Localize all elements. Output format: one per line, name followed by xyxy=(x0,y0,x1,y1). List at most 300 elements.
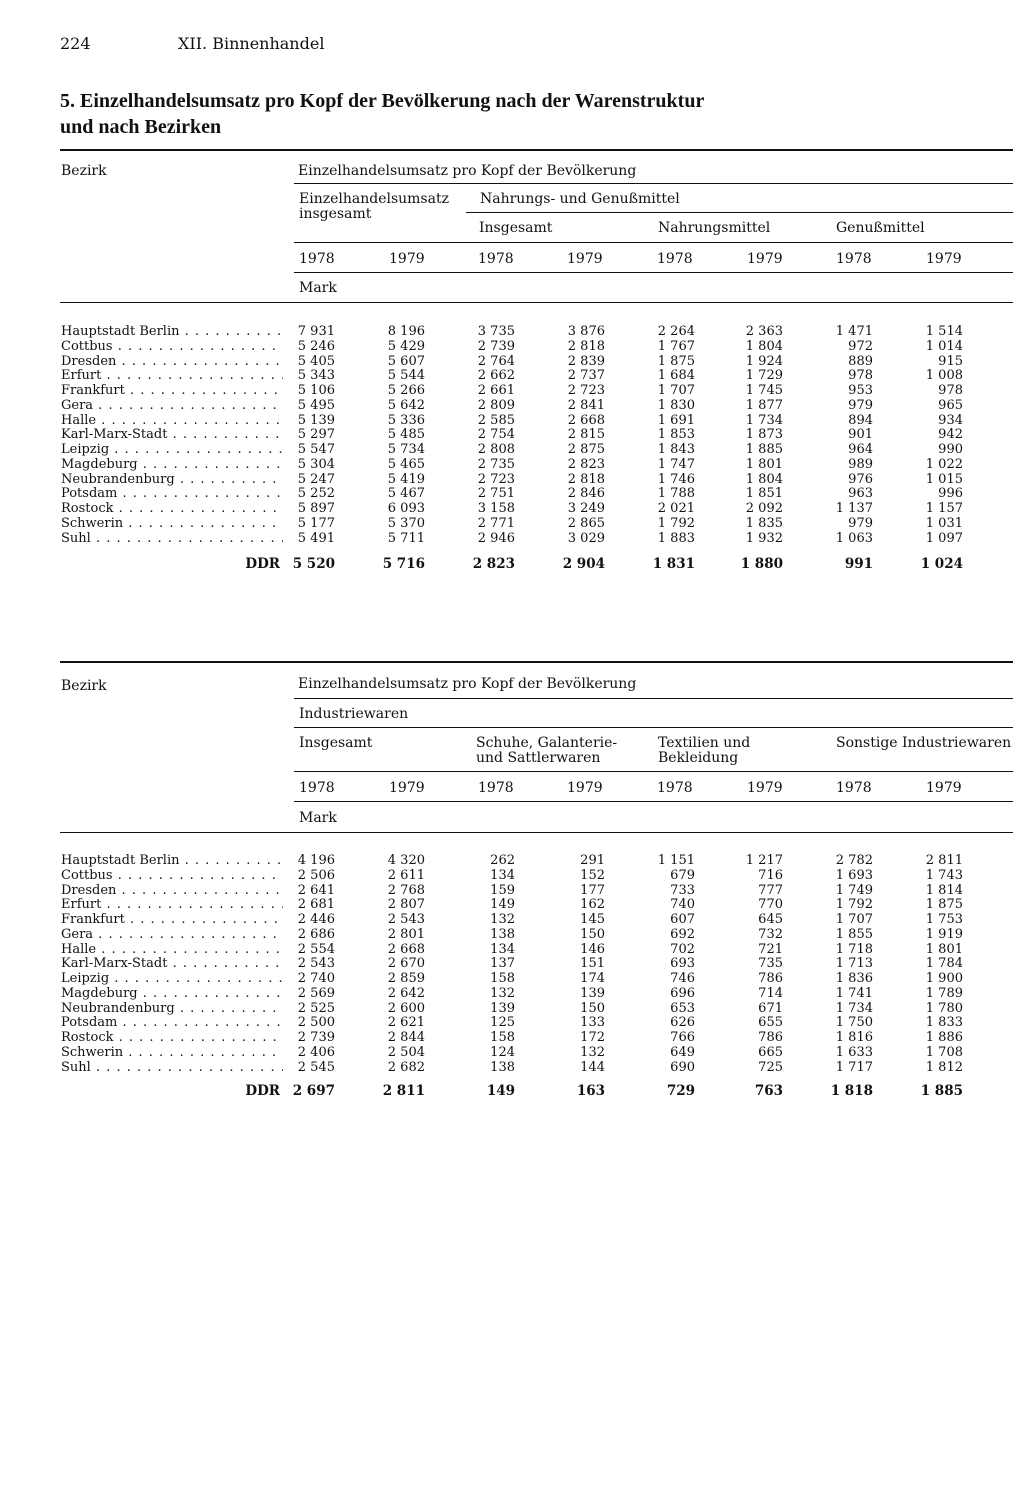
table-cell: 1 157 xyxy=(925,501,963,516)
table-cell: 177 xyxy=(580,882,605,898)
table-row xyxy=(0,853,1024,868)
table-cell: 740 xyxy=(670,897,695,913)
table1-year: 1979 xyxy=(747,251,783,267)
table-cell: 786 xyxy=(758,971,783,986)
bezirk-name: Neubrandenburg . . . xyxy=(61,472,283,487)
table-cell: 5 467 xyxy=(387,486,425,502)
table-cell: 1 713 xyxy=(835,956,873,972)
table-cell: 2 771 xyxy=(477,515,515,531)
table-cell: 1 784 xyxy=(925,956,963,972)
table-row xyxy=(0,956,1024,971)
table-cell: 151 xyxy=(580,956,605,972)
table-cell: 1 875 xyxy=(925,897,963,913)
table2-unit: Mark xyxy=(299,810,337,826)
table-row xyxy=(0,1001,1024,1016)
table1-rule-group xyxy=(466,212,1013,213)
bezirk-name: Karl-Marx-Stadt . . . xyxy=(61,427,283,442)
total-cell: 149 xyxy=(486,1083,515,1099)
table-cell: 733 xyxy=(670,882,695,898)
table-cell: 2 807 xyxy=(387,897,425,913)
table2-sub-shoes-2: und Sattlerwaren xyxy=(476,750,601,766)
table-row xyxy=(0,531,1024,546)
table-cell: 996 xyxy=(938,486,963,502)
table-cell: 963 xyxy=(848,486,873,502)
table-row xyxy=(0,442,1024,457)
table-cell: 5 106 xyxy=(297,383,335,398)
table-cell: 2 839 xyxy=(567,353,605,369)
table-cell: 894 xyxy=(848,412,873,428)
table-cell: 1 741 xyxy=(835,985,873,1001)
table1-rule-sub xyxy=(294,242,1013,243)
table1-year: 1978 xyxy=(836,251,872,267)
table-row xyxy=(0,383,1024,398)
bezirk-name: Gera . . . xyxy=(61,398,283,413)
table-cell: 1 780 xyxy=(925,1000,963,1016)
table-cell: 5 139 xyxy=(297,412,335,428)
table1-group-total-2: insgesamt xyxy=(299,206,372,222)
table-cell: 2 768 xyxy=(387,882,425,898)
table-cell: 5 252 xyxy=(297,486,335,502)
table-cell: 2 740 xyxy=(297,971,335,986)
total-cell: 1 831 xyxy=(652,556,695,572)
total-cell: 2 823 xyxy=(472,556,515,572)
table-cell: 901 xyxy=(848,427,873,443)
title-line-1: 5. Einzelhandelsumsatz pro Kopf der Bevölkerung nach der Warenstruktur xyxy=(60,90,705,112)
table2-year: 1978 xyxy=(478,780,514,796)
table-cell: 786 xyxy=(758,1030,783,1045)
table-cell: 645 xyxy=(758,912,783,927)
total-cell: 1 880 xyxy=(740,556,783,572)
table-cell: 1 789 xyxy=(925,985,963,1001)
table-cell: 716 xyxy=(758,867,783,883)
table-cell: 1 886 xyxy=(925,1030,963,1045)
bezirk-name: Suhl . . . xyxy=(61,1060,283,1075)
table-cell: 2 782 xyxy=(835,853,873,868)
table-cell: 1 853 xyxy=(657,427,695,443)
table-cell: 2 818 xyxy=(567,338,605,354)
table-cell: 1 097 xyxy=(925,530,963,546)
table-cell: 1 008 xyxy=(925,368,963,384)
table-cell: 2 363 xyxy=(745,324,783,339)
table-cell: 124 xyxy=(490,1044,515,1060)
table-cell: 2 737 xyxy=(567,368,605,384)
table-cell: 5 177 xyxy=(297,515,335,531)
table-cell: 1 814 xyxy=(925,882,963,898)
table-cell: 2 600 xyxy=(387,1000,425,1016)
table-cell: 2 662 xyxy=(477,368,515,384)
table2-sub-insgesamt: Insgesamt xyxy=(299,735,373,751)
table-cell: 1 691 xyxy=(657,412,695,428)
table-cell: 2 764 xyxy=(477,353,515,369)
table-cell: 2 543 xyxy=(297,956,335,972)
table-cell: 607 xyxy=(670,912,695,927)
bezirk-name: Cottbus . . . xyxy=(61,339,283,354)
table-cell: 777 xyxy=(758,882,783,898)
table-row xyxy=(0,1015,1024,1030)
table2-sub-shoes: Schuhe, Galanterie- xyxy=(476,735,618,751)
table-cell: 2 621 xyxy=(387,1015,425,1031)
table-cell: 721 xyxy=(758,941,783,957)
table-cell: 150 xyxy=(580,926,605,942)
total-label: DDR xyxy=(245,1083,280,1099)
table-row xyxy=(0,971,1024,986)
table-cell: 2 751 xyxy=(477,486,515,502)
table-cell: 133 xyxy=(580,1015,605,1031)
table-cell: 5 336 xyxy=(387,412,425,428)
table-cell: 5 405 xyxy=(297,353,335,369)
table2-rule-main xyxy=(294,698,1013,699)
table-cell: 725 xyxy=(758,1059,783,1075)
table-row xyxy=(0,986,1024,1001)
table-cell: 2 865 xyxy=(567,515,605,531)
table2-group-industrial: Industriewaren xyxy=(299,706,409,722)
table-row xyxy=(0,427,1024,442)
table-cell: 5 544 xyxy=(387,368,425,384)
bezirk-name: Frankfurt . . . xyxy=(61,912,283,927)
table-cell: 1 217 xyxy=(745,853,783,868)
table-row xyxy=(0,883,1024,898)
table-cell: 1 750 xyxy=(835,1015,873,1031)
table1-sub-insgesamt: Insgesamt xyxy=(479,220,553,236)
total-cell: 5 716 xyxy=(382,556,425,572)
table-cell: 2 686 xyxy=(297,926,335,942)
bezirk-name: Rostock . . . xyxy=(61,1030,283,1045)
table1-unit: Mark xyxy=(299,280,337,296)
table-cell: 1 749 xyxy=(835,882,873,898)
table-cell: 1 792 xyxy=(835,897,873,913)
table-cell: 1 734 xyxy=(745,412,783,428)
table-cell: 2 844 xyxy=(387,1030,425,1045)
table-cell: 1 693 xyxy=(835,867,873,883)
table-cell: 690 xyxy=(670,1059,695,1075)
table-cell: 1 767 xyxy=(657,338,695,354)
table-cell: 1 745 xyxy=(745,383,783,398)
table-cell: 1 708 xyxy=(925,1044,963,1060)
table-cell: 1 514 xyxy=(925,324,963,339)
table-cell: 1 707 xyxy=(835,912,873,927)
table-cell: 1 743 xyxy=(925,867,963,883)
table-cell: 1 792 xyxy=(657,515,695,531)
table-cell: 1 877 xyxy=(745,397,783,413)
table-cell: 5 711 xyxy=(387,530,425,546)
table-cell: 5 495 xyxy=(297,397,335,413)
table-cell: 2 859 xyxy=(387,971,425,986)
title-line-2: und nach Bezirken xyxy=(60,116,222,138)
table2-year: 1979 xyxy=(567,780,603,796)
table-row xyxy=(0,912,1024,927)
table-cell: 1 836 xyxy=(835,971,873,986)
table-cell: 692 xyxy=(670,926,695,942)
table-cell: 2 670 xyxy=(387,956,425,972)
table-cell: 1 883 xyxy=(657,530,695,546)
total-cell: 1 024 xyxy=(920,556,963,572)
table1-sub-genussmittel: Genußmittel xyxy=(836,220,925,236)
table-cell: 2 723 xyxy=(567,383,605,398)
table1-bezirk-header: Bezirk xyxy=(61,163,107,179)
table-cell: 2 543 xyxy=(387,912,425,927)
table-cell: 679 xyxy=(670,867,695,883)
table1-main-header: Einzelhandelsumsatz pro Kopf der Bevölkerung xyxy=(298,163,637,179)
total-cell: 5 520 xyxy=(292,556,335,572)
table-row xyxy=(0,1060,1024,1075)
table-cell: 978 xyxy=(938,383,963,398)
table-row xyxy=(0,942,1024,957)
table-row xyxy=(0,1030,1024,1045)
table-cell: 2 525 xyxy=(297,1000,335,1016)
table-cell: 1 014 xyxy=(925,338,963,354)
table-cell: 5 607 xyxy=(387,353,425,369)
table-cell: 1 471 xyxy=(835,324,873,339)
table-cell: 137 xyxy=(490,956,515,972)
table-cell: 2 668 xyxy=(387,941,425,957)
bezirk-name: Dresden . . . xyxy=(61,883,283,898)
total-cell: 1 818 xyxy=(830,1083,873,1099)
table-cell: 5 491 xyxy=(297,530,335,546)
table-cell: 2 801 xyxy=(387,926,425,942)
table-cell: 2 021 xyxy=(657,501,695,516)
table-cell: 132 xyxy=(490,912,515,927)
table2-year: 1979 xyxy=(747,780,783,796)
table1-top-rule xyxy=(60,149,1013,151)
table-row xyxy=(0,339,1024,354)
table1-rule-main xyxy=(294,183,1013,184)
table2-sub-textiles-2: Bekleidung xyxy=(658,750,739,766)
table-row xyxy=(0,927,1024,942)
table-cell: 3 158 xyxy=(477,501,515,516)
table-cell: 671 xyxy=(758,1000,783,1016)
table2-year: 1978 xyxy=(836,780,872,796)
total-label: DDR xyxy=(245,556,280,572)
table2-bezirk-header: Bezirk xyxy=(61,678,107,694)
bezirk-name: Neubrandenburg . . . xyxy=(61,1001,283,1016)
table-cell: 972 xyxy=(848,338,873,354)
bezirk-name: Hauptstadt Berlin . . . xyxy=(61,853,283,868)
bezirk-name: Potsdam . . . xyxy=(61,486,283,501)
table-cell: 2 661 xyxy=(477,383,515,398)
table-cell: 158 xyxy=(490,1030,515,1045)
bezirk-name: Erfurt . . . xyxy=(61,897,283,912)
bezirk-name: Dresden . . . xyxy=(61,354,283,369)
table-cell: 3 029 xyxy=(567,530,605,546)
table-cell: 1 063 xyxy=(835,530,873,546)
table2-year: 1979 xyxy=(389,780,425,796)
table2-year: 1978 xyxy=(657,780,693,796)
table-cell: 2 641 xyxy=(297,882,335,898)
total-cell: 2 697 xyxy=(292,1083,335,1099)
table1-rule-body xyxy=(60,302,1013,303)
table-cell: 942 xyxy=(938,427,963,443)
table-cell: 5 343 xyxy=(297,368,335,384)
table-cell: 2 739 xyxy=(477,338,515,354)
table-cell: 5 266 xyxy=(387,383,425,398)
table-cell: 149 xyxy=(490,897,515,913)
table2-sub-textiles: Textilien und xyxy=(658,735,751,751)
bezirk-name: Gera . . . xyxy=(61,927,283,942)
bezirk-name: Cottbus . . . xyxy=(61,868,283,883)
table-row xyxy=(0,897,1024,912)
table-cell: 132 xyxy=(490,985,515,1001)
table-cell: 2 569 xyxy=(297,985,335,1001)
table1-year: 1979 xyxy=(926,251,962,267)
table-cell: 2 811 xyxy=(925,853,963,868)
table-cell: 2 946 xyxy=(477,530,515,546)
total-cell: 2 904 xyxy=(562,556,605,572)
table-row xyxy=(0,486,1024,501)
table-cell: 2 642 xyxy=(387,985,425,1001)
table-row xyxy=(0,1045,1024,1060)
table-row xyxy=(0,324,1024,339)
table-cell: 1 835 xyxy=(745,515,783,531)
table-cell: 990 xyxy=(938,442,963,457)
table-cell: 159 xyxy=(490,882,515,898)
table-cell: 5 465 xyxy=(387,456,425,472)
table-cell: 1 873 xyxy=(745,427,783,443)
table-cell: 1 875 xyxy=(657,353,695,369)
table-cell: 2 841 xyxy=(567,397,605,413)
table-cell: 665 xyxy=(758,1044,783,1060)
table-cell: 138 xyxy=(490,1059,515,1075)
table2-rule-body xyxy=(60,832,1013,833)
bezirk-name: Rostock . . . xyxy=(61,501,283,516)
table-cell: 291 xyxy=(580,853,605,868)
table-cell: 979 xyxy=(848,397,873,413)
table-cell: 2 682 xyxy=(387,1059,425,1075)
table-cell: 889 xyxy=(848,353,873,369)
table-cell: 1 816 xyxy=(835,1030,873,1045)
table-cell: 964 xyxy=(848,442,873,457)
table-cell: 1 900 xyxy=(925,971,963,986)
table-cell: 4 196 xyxy=(297,853,335,868)
table-cell: 1 801 xyxy=(745,456,783,472)
table-cell: 145 xyxy=(580,912,605,927)
table-cell: 746 xyxy=(670,971,695,986)
table-row xyxy=(0,354,1024,369)
table2-sub-other: Sonstige Industriewaren xyxy=(836,735,1012,751)
table-cell: 1 734 xyxy=(835,1000,873,1016)
table1-year: 1979 xyxy=(389,251,425,267)
table-cell: 2 092 xyxy=(745,501,783,516)
table-cell: 655 xyxy=(758,1015,783,1031)
table2-year: 1978 xyxy=(299,780,335,796)
table-cell: 1 684 xyxy=(657,368,695,384)
table1-year: 1978 xyxy=(299,251,335,267)
table-cell: 5 297 xyxy=(297,427,335,443)
table-cell: 4 320 xyxy=(387,853,425,868)
section-title: XII. Binnenhandel xyxy=(178,34,325,53)
table-cell: 1 830 xyxy=(657,397,695,413)
table-cell: 1 717 xyxy=(835,1059,873,1075)
table-row xyxy=(0,457,1024,472)
table-cell: 1 746 xyxy=(657,471,695,487)
table-cell: 2 818 xyxy=(567,471,605,487)
table-cell: 5 429 xyxy=(387,338,425,354)
table-cell: 965 xyxy=(938,397,963,413)
table-cell: 5 547 xyxy=(297,442,335,457)
table2-rule-years xyxy=(294,801,1013,802)
table-row xyxy=(0,516,1024,531)
bezirk-name: Suhl . . . xyxy=(61,531,283,546)
total-cell: 2 811 xyxy=(382,1083,425,1099)
table-cell: 2 808 xyxy=(477,442,515,457)
bezirk-name: Halle . . . xyxy=(61,942,283,957)
table2-main-header: Einzelhandelsumsatz pro Kopf der Bevölkerung xyxy=(298,676,637,692)
table-cell: 174 xyxy=(580,971,605,986)
total-cell: 991 xyxy=(844,556,873,572)
table-cell: 2 739 xyxy=(297,1030,335,1045)
total-cell: 763 xyxy=(754,1083,783,1099)
table-cell: 953 xyxy=(848,383,873,398)
table-cell: 2 611 xyxy=(387,867,425,883)
table-cell: 979 xyxy=(848,515,873,531)
table1-group-total: Einzelhandelsumsatz xyxy=(299,191,449,207)
table-cell: 2 446 xyxy=(297,912,335,927)
table-cell: 5 642 xyxy=(387,397,425,413)
table-cell: 1 707 xyxy=(657,383,695,398)
table-cell: 158 xyxy=(490,971,515,986)
table-cell: 2 668 xyxy=(567,412,605,428)
table-cell: 5 485 xyxy=(387,427,425,443)
table-cell: 2 585 xyxy=(477,412,515,428)
table-cell: 1 151 xyxy=(657,853,695,868)
total-cell: 729 xyxy=(666,1083,695,1099)
bezirk-name: Karl-Marx-Stadt . . . xyxy=(61,956,283,971)
table-cell: 2 823 xyxy=(567,456,605,472)
table-cell: 1 137 xyxy=(835,501,873,516)
table-cell: 138 xyxy=(490,926,515,942)
table-cell: 6 093 xyxy=(387,501,425,516)
table1-rule-years xyxy=(294,272,1013,273)
table1-group-food: Nahrungs- und Genußmittel xyxy=(480,191,680,207)
table-cell: 5 304 xyxy=(297,456,335,472)
table-cell: 8 196 xyxy=(387,324,425,339)
table-cell: 2 406 xyxy=(297,1044,335,1060)
table-cell: 172 xyxy=(580,1030,605,1045)
table-cell: 653 xyxy=(670,1000,695,1016)
table-cell: 1 919 xyxy=(925,926,963,942)
table-cell: 5 734 xyxy=(387,442,425,457)
table-cell: 1 932 xyxy=(745,530,783,546)
table-cell: 7 931 xyxy=(297,324,335,339)
table-cell: 626 xyxy=(670,1015,695,1031)
table1-year: 1978 xyxy=(657,251,693,267)
page-number: 224 xyxy=(60,34,91,53)
table-cell: 1 885 xyxy=(745,442,783,457)
table1-year: 1978 xyxy=(478,251,514,267)
table-cell: 2 545 xyxy=(297,1059,335,1075)
table-cell: 1 851 xyxy=(745,486,783,502)
table-cell: 139 xyxy=(580,985,605,1001)
table-cell: 1 788 xyxy=(657,486,695,502)
table2-rule-sub xyxy=(294,771,1013,772)
table-cell: 5 370 xyxy=(387,515,425,531)
table-cell: 2 754 xyxy=(477,427,515,443)
table-cell: 5 419 xyxy=(387,471,425,487)
table-cell: 976 xyxy=(848,471,873,487)
table-cell: 146 xyxy=(580,941,605,957)
table2-top-rule xyxy=(60,661,1013,663)
table-cell: 702 xyxy=(670,941,695,957)
total-row xyxy=(0,1084,1024,1099)
table-cell: 2 500 xyxy=(297,1015,335,1031)
table-cell: 989 xyxy=(848,456,873,472)
table-row xyxy=(0,413,1024,428)
table-cell: 770 xyxy=(758,897,783,913)
table-cell: 134 xyxy=(490,941,515,957)
total-cell: 1 885 xyxy=(920,1083,963,1099)
table-cell: 693 xyxy=(670,956,695,972)
table-cell: 1 718 xyxy=(835,941,873,957)
bezirk-name: Magdeburg . . . xyxy=(61,986,283,1001)
